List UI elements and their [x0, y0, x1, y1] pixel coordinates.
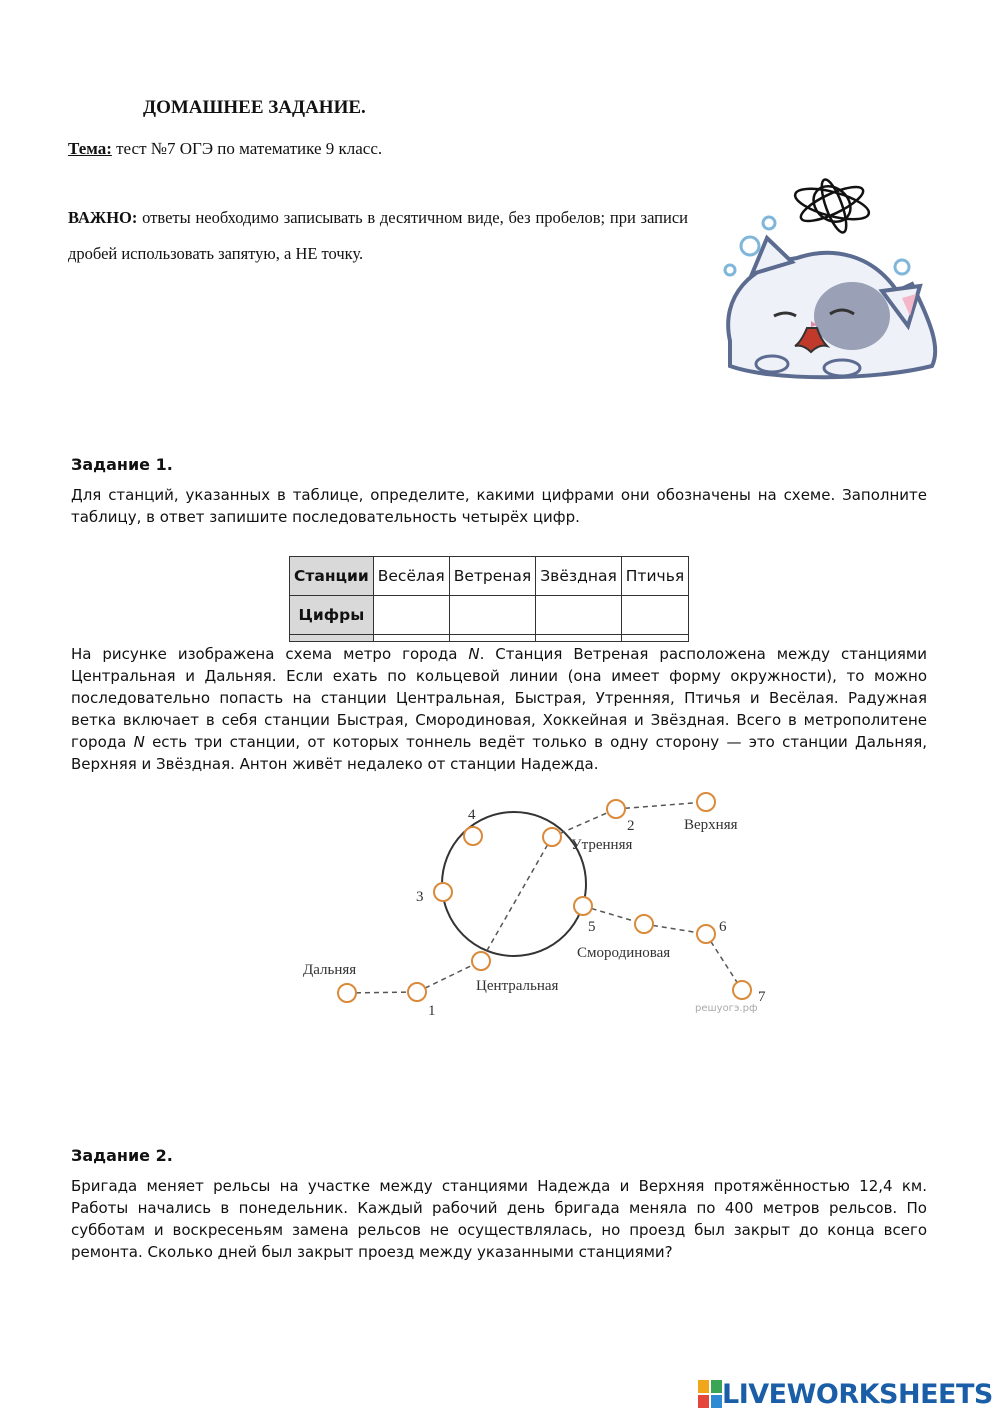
num-6: 6 [719, 919, 727, 935]
desc-part: . Станция Ветреная расположена между станциями Центральная и Дальняя. Если ехать по кольцевой линии (она имеет форму окружности), то можно последовательно попасть на станции Центральная, Быстрая, Утренняя, Птичья и Весёлая. Радужная ветка включает в себя станции Быстрая, Смородиновая, Хоккейная и Звёздная. Всего в метрополитене города [71, 645, 927, 751]
topic-text: тест №7 ОГЭ по математике 9 класс. [111, 139, 383, 158]
num-5: 5 [588, 919, 596, 935]
label-tsentralnaya: Центральная [476, 978, 559, 994]
desc-part: есть три станции, от которых тоннель ведёт только в одну сторону — это станции Дальняя, Верхняя и Звёздная. Антон живёт недалеко от станции Надежда. [71, 733, 927, 773]
station-cell: Птичья [621, 557, 688, 596]
topic-line [68, 139, 382, 159]
important-label: ВАЖНО: [68, 208, 138, 227]
liveworksheets-logo [698, 1378, 993, 1410]
station-node [464, 827, 482, 845]
station-node [697, 925, 715, 943]
city-name: N [468, 645, 480, 663]
table-spacer-row [290, 635, 689, 642]
important-text: ответы необходимо записывать в десятичном виде, без пробелов; при записи дробей использовать запятую, а НЕ точку. [68, 208, 688, 263]
station-cell: Весёлая [373, 557, 449, 596]
logo-icon [698, 1380, 722, 1408]
num-1: 1 [428, 1003, 436, 1019]
sad-cat-sticker [712, 176, 947, 386]
task1-heading: Задание 1. [71, 455, 173, 474]
metro-map [290, 785, 790, 1025]
digit-answer-cell[interactable] [621, 596, 688, 635]
digit-answer-cell[interactable] [449, 596, 536, 635]
stations-row [290, 557, 689, 596]
digit-answer-cell[interactable] [373, 596, 449, 635]
label-dalnyaya: Дальняя [303, 962, 357, 978]
city-name: N [133, 733, 145, 751]
station-cell: Звёздная [536, 557, 622, 596]
station-node [434, 883, 452, 901]
num-4: 4 [468, 807, 476, 823]
topic-label: Тема: [68, 139, 112, 158]
station-cell: Ветреная [449, 557, 536, 596]
brand-name: LIVEWORKSHEETS [722, 1378, 993, 1410]
station-node [607, 800, 625, 818]
stations-row-header: Станции [290, 557, 374, 596]
station-node [697, 793, 715, 811]
num-7: 7 [758, 989, 766, 1005]
task1-instruction: Для станций, указанных в таблице, определите, какими цифрами они обозначены на схеме. Заполните таблицу, в ответ запишите последовательность четырёх цифр. [71, 486, 927, 526]
label-smorodinovaya: Смородиновая [577, 945, 671, 961]
stations-table [289, 556, 689, 642]
label-verkhnyaya: Верхняя [684, 817, 738, 833]
important-note [68, 200, 688, 272]
station-node [574, 897, 592, 915]
scribble-icon [792, 177, 872, 235]
station-node [635, 915, 653, 933]
num-2: 2 [627, 818, 635, 834]
station-node [733, 981, 751, 999]
task1-description [71, 643, 927, 775]
map-watermark: решуогэ.рф [695, 1003, 758, 1014]
station-node [408, 983, 426, 1001]
digit-answer-cell[interactable] [536, 596, 622, 635]
digits-row-header: Цифры [290, 596, 374, 635]
station-node [472, 952, 490, 970]
task2-heading: Задание 2. [71, 1146, 173, 1165]
digits-row [290, 596, 689, 635]
label-utrennyaya: Утренняя [571, 837, 633, 853]
num-3: 3 [416, 889, 424, 905]
desc-part: На рисунке изображена схема метро города [71, 645, 469, 663]
station-node [543, 828, 561, 846]
task2-text: Бригада меняет рельсы на участке между станциями Надежда и Верхняя протяжённостью 12,4 км. Работы начались в понедельник. Каждый рабочий день бригада меняла по 400 метров рельсов. По субботам и воскресеньям замена рельсов не осуществлялась, но проезд был закрыт до конца всего ремонта. Сколько дней был закрыт проезд между указанными станциями? [71, 1177, 927, 1261]
page-title: ДОМАШНЕЕ ЗАДАНИЕ. [143, 97, 366, 118]
station-node [338, 984, 356, 1002]
